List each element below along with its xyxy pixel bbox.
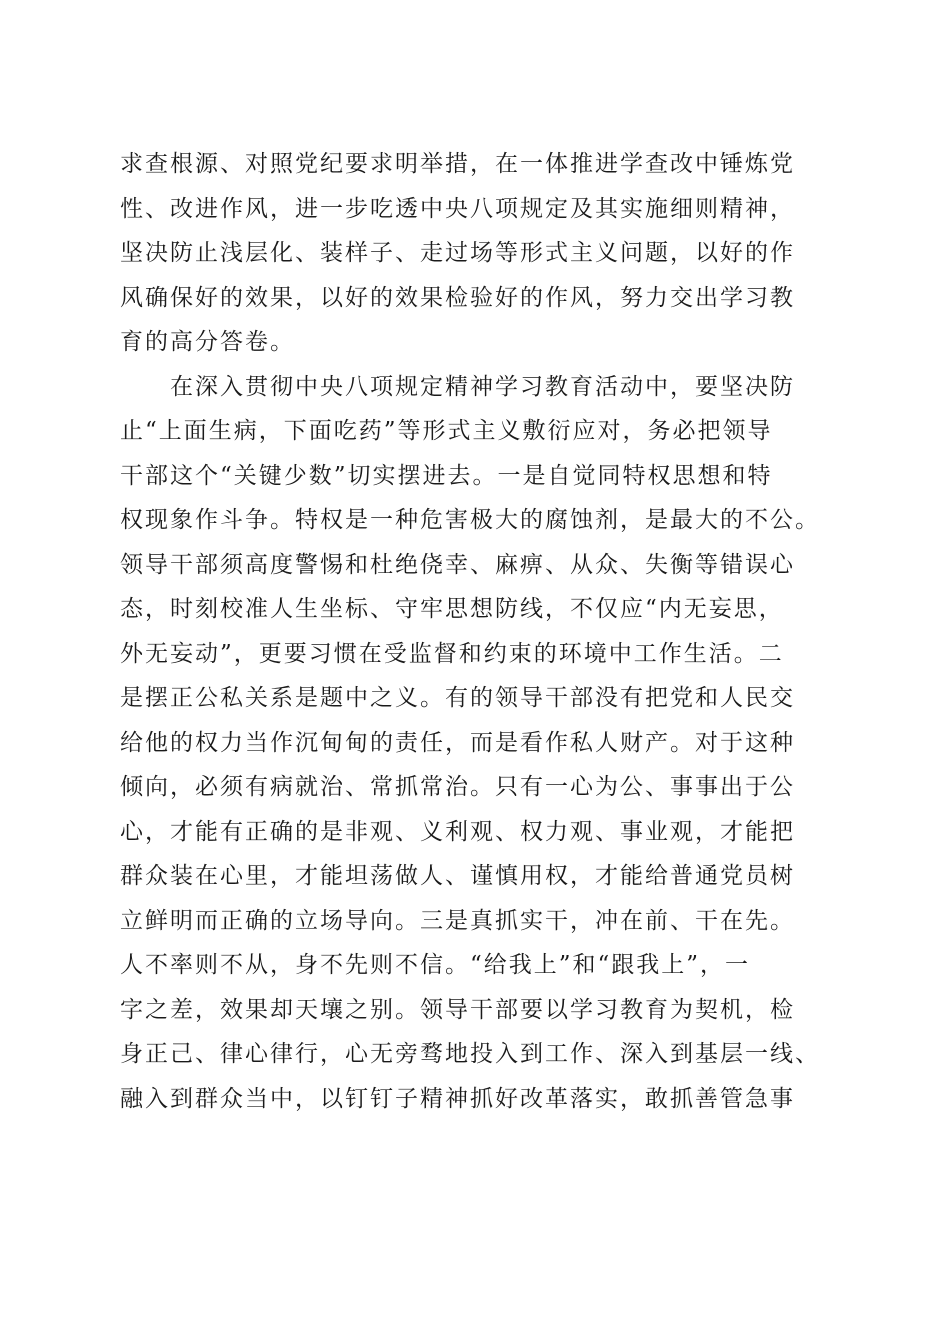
text-line [120,1255,840,1300]
text-line: 求查根源、对照党纪要求明举措，在一体推进学查改中锤炼党 [120,151,795,177]
text-line [120,1121,840,1166]
text-line [120,1166,840,1211]
paragraph-first-line: 在深入贯彻中央八项规定精神学习教育活动中，要坚决防 [170,373,795,400]
text-line: 态，时刻校准人生坐标、守牢思想防线，不仅应“内无妄思， [120,596,784,622]
text-line [120,1299,840,1344]
text-line: 倾向，必须有病就治、常抓常治。只有一心为公、事事出于公 [120,774,795,800]
text-line [120,1210,840,1255]
text-line: 外无妄动”，更要习惯在受监督和约束的环境中工作生活。二 [120,640,784,667]
text-line: 坚决防止浅层化、装样子、走过场等形式主义问题，以好的作 [120,240,795,266]
text-line: 群众装在心里，才能坦荡做人、谨慎用权，才能给普通党员树 [120,863,795,889]
text-line: 给他的权力当作沉甸甸的责任，而是看作私人财产。对于这种 [120,729,795,756]
text-line: 育的高分答卷。 [120,329,295,355]
text-line: 干部这个“关键少数”切实摆进去。一是自觉同特权思想和特 [120,462,773,489]
text-line: 身正己、律心律行，心无旁骛地投入到工作、深入到基层一线、 [120,1041,820,1067]
text-line: 性、改进作风，进一步吃透中央八项规定及其实施细则精神， [120,195,795,222]
text-line: 风确保好的效果，以好的效果检验好的作风，努力交出学习教 [120,284,795,311]
text-line: 人不率则不从，身不先则不信。“给我上”和“跟我上”，一 [120,952,751,978]
text-line: 是摆正公私关系是题中之义。有的领导干部没有把党和人民交 [120,685,795,711]
text-line: 立鲜明而正确的立场导向。三是真抓实干，冲在前、干在先。 [120,907,795,934]
text-line: 字之差，效果却天壤之别。领导干部要以学习教育为契机，检 [120,996,795,1023]
text-line: 心，才能有正确的是非观、义利观、权力观、事业观，才能把 [120,818,795,845]
body-text [120,142,840,1344]
text-line: 领导干部须高度警惕和杜绝侥幸、麻痹、从众、失衡等错误心 [120,551,795,578]
text-line: 止“上面生病，下面吃药”等形式主义敷衍应对，务必把领导 [120,418,773,444]
text-line: 融入到群众当中，以钉钉子精神抓好改革落实，敢抓善管急事 [120,1085,795,1112]
text-line: 权现象作斗争。特权是一种危害极大的腐蚀剂，是最大的不公。 [120,507,820,533]
